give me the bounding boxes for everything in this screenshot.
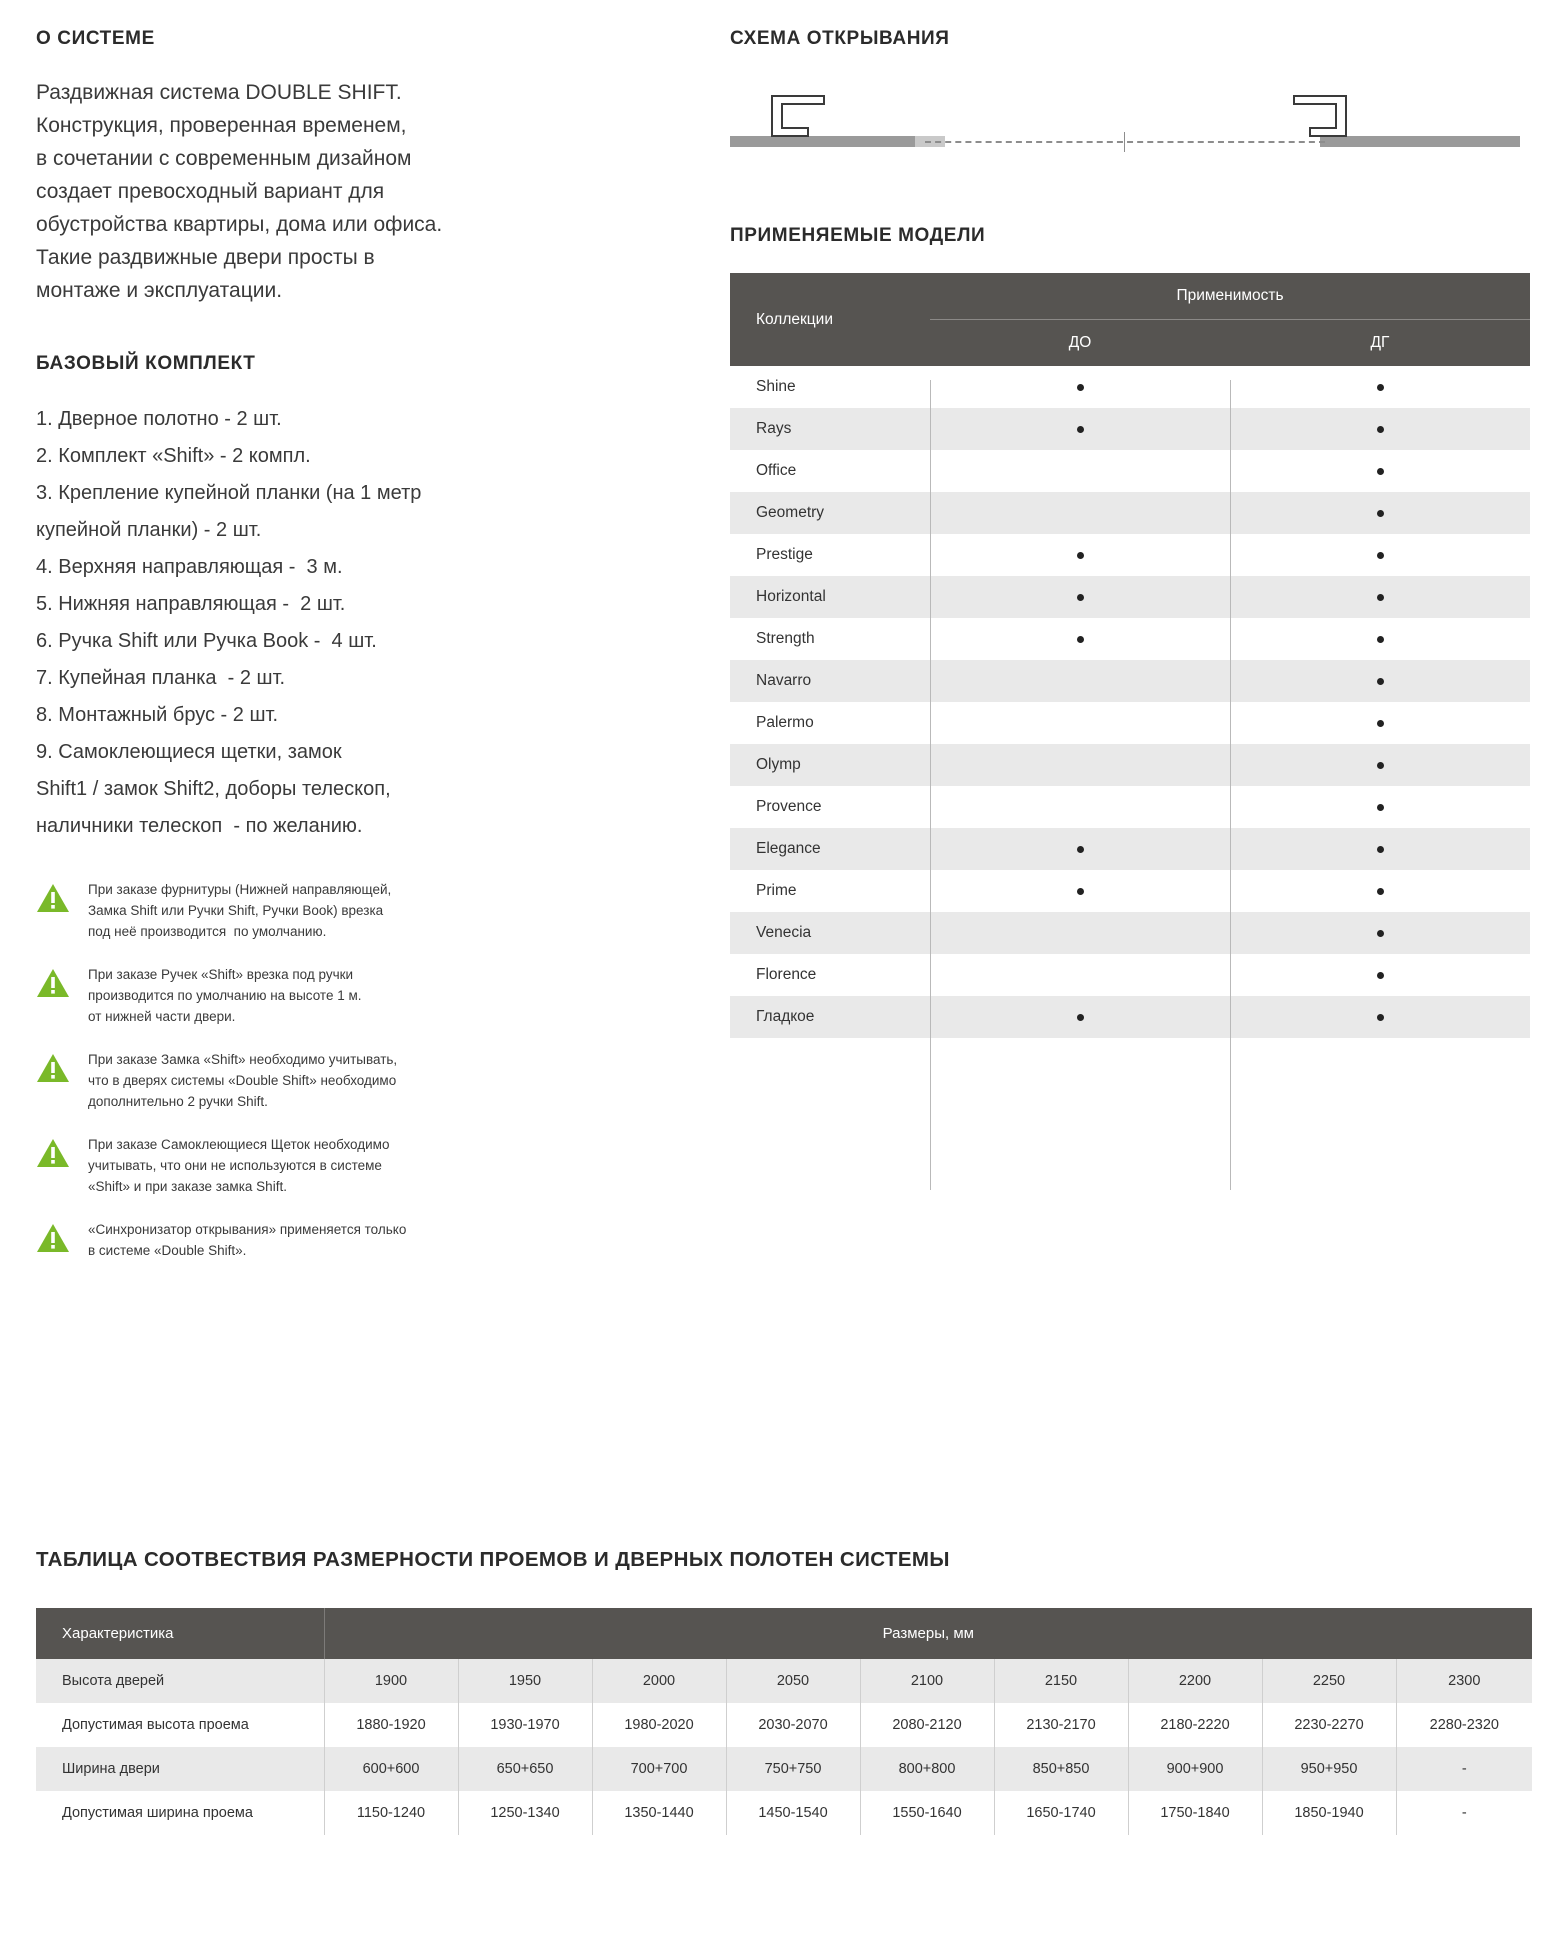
note-item [36,1219,626,1261]
cell-value: 1900 [324,1659,458,1703]
model-dg-cell [1230,492,1530,534]
model-name: Palermo [730,702,930,744]
note-item [36,1134,626,1197]
model-do-cell [930,702,1230,744]
about-line: Конструкция, проверенная временем, [36,114,407,137]
cell-value: 2300 [1396,1659,1532,1703]
model-do-cell [930,576,1230,618]
note-line: «Синхронизатор открывания» применяется только [88,1222,407,1237]
cell-value: 1450-1540 [726,1791,860,1835]
note-item [36,1049,626,1112]
note-line: При заказе фурнитуры (Нижней направляющей, [88,882,392,897]
warning-icon [36,883,70,913]
left-column [36,28,626,1283]
model-do-cell [930,786,1230,828]
cell-value: 1850-1940 [1262,1791,1396,1835]
about-paragraph [36,76,626,307]
table-row [730,408,1530,450]
model-do-cell [930,660,1230,702]
check-dot [1377,762,1384,769]
kit-item: 9. Самоклеющиеся щетки, замок [36,741,342,763]
kit-list [36,401,626,845]
note-line: При заказе Замка «Shift» необходимо учитывать, [88,1052,398,1067]
model-dg-cell [1230,828,1530,870]
check-dot [1377,930,1384,937]
kit-item: 7. Купейная планка - 2 шт. [36,667,286,689]
check-dot [1377,510,1384,517]
model-dg-cell [1230,912,1530,954]
cell-value: 2100 [860,1659,994,1703]
kit-item: Shift1 / замок Shift2, доборы телескоп, [36,778,391,800]
check-dot [1377,846,1384,853]
header-collections: Коллекции [730,273,930,366]
note-item [36,964,626,1027]
model-name: Prestige [730,534,930,576]
model-name: Olymp [730,744,930,786]
model-name: Shine [730,366,930,408]
sizes-table-body [36,1659,1532,1835]
cell-value: 2000 [592,1659,726,1703]
cell-value: 1150-1240 [324,1791,458,1835]
kit-item: 4. Верхняя направляющая - 3 м. [36,556,343,578]
cell-value: 700+700 [592,1747,726,1791]
check-dot [1377,636,1384,643]
check-dot [1077,384,1084,391]
cell-value: 1650-1740 [994,1791,1128,1835]
model-name: Navarro [730,660,930,702]
right-column [730,28,1530,1038]
scheme-center-tick [1124,132,1125,152]
model-do-cell [930,954,1230,996]
cell-value: 1750-1840 [1128,1791,1262,1835]
model-dg-cell [1230,450,1530,492]
row-label: Допустимая ширина проема [36,1791,324,1835]
model-dg-cell [1230,366,1530,408]
cell-value: - [1396,1747,1532,1791]
cell-value: 600+600 [324,1747,458,1791]
notes-list [36,879,626,1261]
check-dot [1377,384,1384,391]
scheme-dashed-path [925,141,1325,143]
table-row [730,366,1530,408]
note-line: «Shift» и при заказе замка Shift. [88,1179,287,1194]
model-name: Geometry [730,492,930,534]
note-line: под неё производится по умолчанию. [88,924,327,939]
door-profile-left-icon [768,94,828,138]
cell-value: 1350-1440 [592,1791,726,1835]
table-row [730,954,1530,996]
models-section-title: ПРИМЕНЯЕМЫЕ МОДЕЛИ [730,225,986,246]
about-line: Раздвижная система DOUBLE SHIFT. [36,81,402,104]
header-characteristic: Характеристика [36,1608,324,1659]
note-line: производится по умолчанию на высоте 1 м. [88,988,362,1003]
kit-item: 6. Ручка Shift или Ручка Book - 4 шт. [36,630,377,652]
model-do-cell [930,366,1230,408]
kit-item: 5. Нижняя направляющая - 2 шт. [36,593,346,615]
cell-value: 750+750 [726,1747,860,1791]
table-row [730,786,1530,828]
note-line: При заказе Ручек «Shift» врезка под ручки [88,967,354,982]
warning-icon [36,1053,70,1083]
check-dot [1377,594,1384,601]
table-row [730,996,1530,1038]
model-do-cell [930,408,1230,450]
model-do-cell [930,912,1230,954]
model-do-cell [930,744,1230,786]
kit-item: 3. Крепление купейной планки (на 1 метр [36,482,422,504]
table-row [730,576,1530,618]
check-dot [1377,888,1384,895]
applicable-models-table [730,273,1530,1038]
check-dot [1377,720,1384,727]
model-name: Strength [730,618,930,660]
table-row [730,534,1530,576]
model-dg-cell [1230,618,1530,660]
cell-value: 1980-2020 [592,1703,726,1747]
table-row [36,1747,1532,1791]
warning-icon [36,968,70,998]
check-dot [1077,888,1084,895]
cell-value: 2080-2120 [860,1703,994,1747]
cell-value: 850+850 [994,1747,1128,1791]
kit-item: наличники телескоп - по желанию. [36,815,363,837]
note-line: в системе «Double Shift». [88,1243,247,1258]
note-line: учитывать, что они не используются в системе [88,1158,382,1173]
note-line: от нижней части двери. [88,1009,236,1024]
check-dot [1377,972,1384,979]
sizes-header-row [36,1608,1532,1659]
cell-value: 2230-2270 [1262,1703,1396,1747]
row-label: Высота дверей [36,1659,324,1703]
cell-value: 2180-2220 [1128,1703,1262,1747]
model-dg-cell [1230,534,1530,576]
note-text [88,1134,389,1197]
model-dg-cell [1230,576,1530,618]
note-text [88,1049,397,1112]
check-dot [1377,678,1384,685]
check-dot [1077,426,1084,433]
cell-value: 2130-2170 [994,1703,1128,1747]
model-dg-cell [1230,996,1530,1038]
header-sizes: Размеры, мм [324,1608,1532,1659]
note-line: Замка Shift или Ручки Shift, Ручки Book) врезка [88,903,384,918]
sizes-section [36,1548,1536,1835]
row-label: Ширина двери [36,1747,324,1791]
table-row [730,912,1530,954]
kit-item: 2. Комплект «Shift» - 2 компл. [36,445,311,467]
model-name: Rays [730,408,930,450]
model-name: Office [730,450,930,492]
cell-value: 650+650 [458,1747,592,1791]
about-line: обустройства квартиры, дома или офиса. [36,213,443,236]
model-name: Elegance [730,828,930,870]
cell-value: 2030-2070 [726,1703,860,1747]
header-do: ДО [930,320,1230,367]
cell-value: 1550-1640 [860,1791,994,1835]
cell-value: 2150 [994,1659,1128,1703]
table-row [730,702,1530,744]
check-dot [1077,552,1084,559]
models-table-body [730,366,1530,1038]
kit-item: 1. Дверное полотно - 2 шт. [36,408,282,430]
model-dg-cell [1230,786,1530,828]
check-dot [1377,426,1384,433]
model-name: Provence [730,786,930,828]
about-line: монтаже и эксплуатации. [36,279,283,302]
check-dot [1077,594,1084,601]
model-name: Гладкое [730,996,930,1038]
note-text [88,879,391,942]
check-dot [1077,636,1084,643]
model-dg-cell [1230,954,1530,996]
model-dg-cell [1230,744,1530,786]
table-row [730,870,1530,912]
about-line: создает превосходный вариант для [36,180,385,203]
model-do-cell [930,996,1230,1038]
check-dot [1377,552,1384,559]
cell-value: 950+950 [1262,1747,1396,1791]
table-header-row [730,273,1530,320]
note-line: При заказе Самоклеющиеся Щеток необходимо [88,1137,390,1152]
note-line: что в дверях системы «Double Shift» необходимо [88,1073,397,1088]
model-dg-cell [1230,870,1530,912]
scheme-section-title: СХЕМА ОТКРЫВАНИЯ [730,28,950,49]
sizes-section-title: ТАБЛИЦА СООТВЕСТВИЯ РАЗМЕРНОСТИ ПРОЕМОВ И ДВЕРНЫХ ПОЛОТЕН СИСТЕМЫ [36,1548,950,1571]
model-name: Prime [730,870,930,912]
model-do-cell [930,450,1230,492]
kit-item: купейной планки) - 2 шт. [36,519,262,541]
check-dot [1077,1014,1084,1021]
check-dot [1377,468,1384,475]
table-row [730,744,1530,786]
sizes-table [36,1608,1532,1835]
row-label: Допустимая высота проема [36,1703,324,1747]
table-row [36,1703,1532,1747]
model-name: Horizontal [730,576,930,618]
model-dg-cell [1230,660,1530,702]
warning-icon [36,1223,70,1253]
model-dg-cell [1230,702,1530,744]
note-line: дополнительно 2 ручки Shift. [88,1094,268,1109]
kit-item: 8. Монтажный брус - 2 шт. [36,704,279,726]
note-text [88,1219,406,1261]
cell-value: 1250-1340 [458,1791,592,1835]
cell-value: 900+900 [1128,1747,1262,1791]
cell-value: 1950 [458,1659,592,1703]
check-dot [1377,804,1384,811]
check-dot [1377,1014,1384,1021]
model-do-cell [930,828,1230,870]
table-row [730,492,1530,534]
cell-value: 2050 [726,1659,860,1703]
opening-scheme-diagram [730,76,1520,171]
scheme-track-right [1320,136,1520,147]
header-applicability: Применимость [930,273,1530,320]
table-row [36,1659,1532,1703]
model-name: Venecia [730,912,930,954]
table-row [730,450,1530,492]
about-line: в сочетании с современным дизайном [36,147,412,170]
cell-value: - [1396,1791,1532,1835]
cell-value: 1930-1970 [458,1703,592,1747]
model-do-cell [930,618,1230,660]
table-row [730,828,1530,870]
scheme-track-left [730,136,930,147]
cell-value: 2200 [1128,1659,1262,1703]
models-table-divider-2 [1230,380,1231,1190]
table-row [36,1791,1532,1835]
door-profile-right-icon [1290,94,1350,138]
check-dot [1077,846,1084,853]
models-table-divider-1 [930,380,931,1190]
model-name: Florence [730,954,930,996]
about-line: Такие раздвижные двери просты в [36,246,375,269]
note-item [36,879,626,942]
cell-value: 800+800 [860,1747,994,1791]
table-row [730,618,1530,660]
kit-section-title: БАЗОВЫЙ КОМПЛЕКТ [36,353,256,374]
header-dg: ДГ [1230,320,1530,367]
cell-value: 2250 [1262,1659,1396,1703]
cell-value: 2280-2320 [1396,1703,1532,1747]
model-do-cell [930,534,1230,576]
cell-value: 1880-1920 [324,1703,458,1747]
table-row [730,660,1530,702]
warning-icon [36,1138,70,1168]
about-section-title: О СИСТЕМЕ [36,28,155,49]
model-do-cell [930,870,1230,912]
model-do-cell [930,492,1230,534]
model-dg-cell [1230,408,1530,450]
note-text [88,964,362,1027]
